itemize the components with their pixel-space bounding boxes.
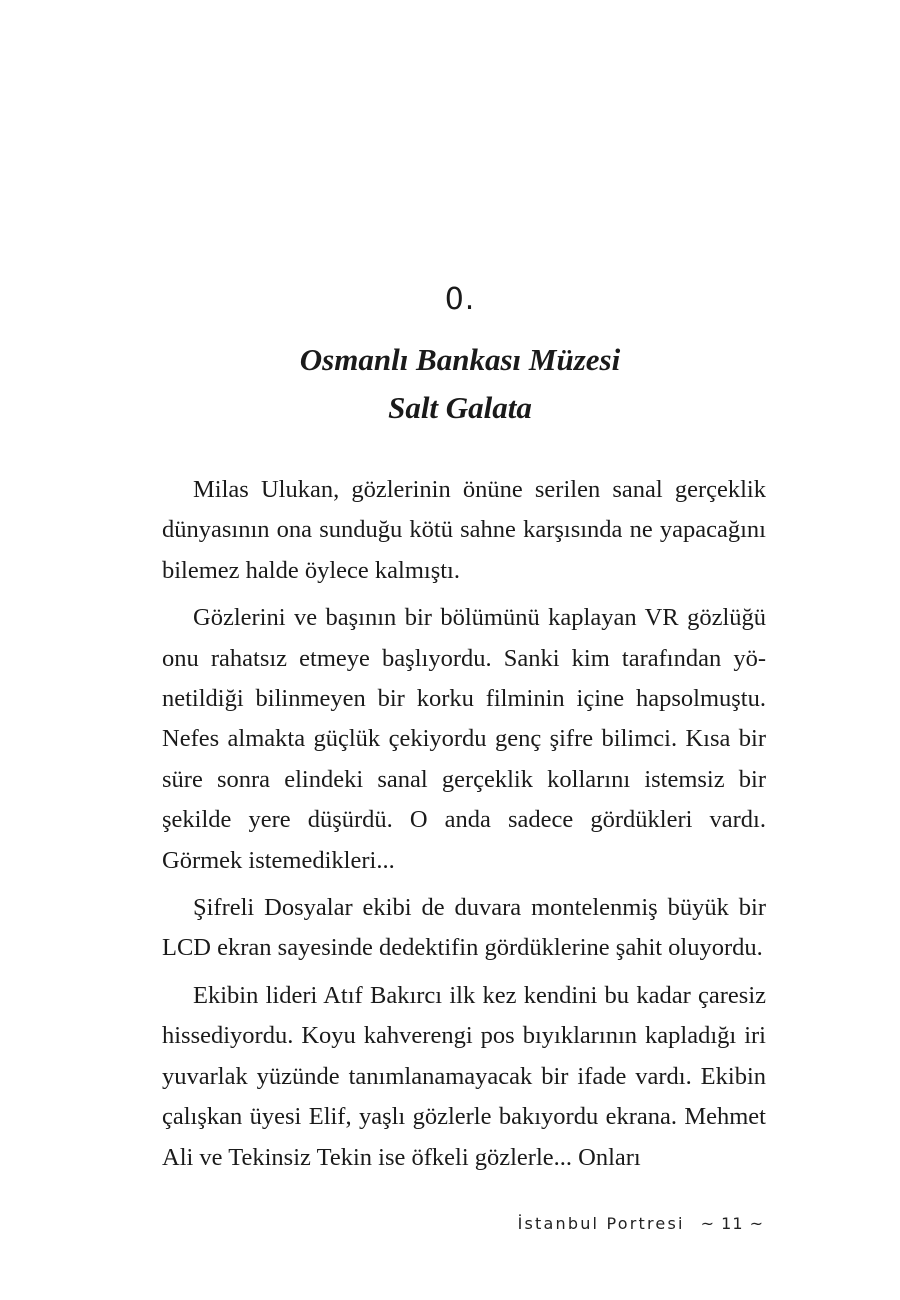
paragraph-3: Şifreli Dosyalar ekibi de duvara montelenmiş büyük bir LCD ekran sayesinde dedektifin gördüklerine şahit oluyordu. bbox=[162, 894, 766, 962]
running-footer bbox=[518, 1214, 764, 1233]
footer-book-title: İstanbul Portresi bbox=[517, 1214, 685, 1233]
page-number: ~ 11 ~ bbox=[700, 1214, 764, 1233]
chapter-title bbox=[0, 336, 900, 432]
paragraph-2: Gözlerini ve başının bir bölümünü kaplayan VR gözlüğü onu rahatsız etmeye başlıyordu. Sanki kim tarafından yö-netildiği bilinmeyen bir korku filminin içine hapsolmuştu. Nefes almakta güçlük çekiyordu genç şifre bilimci. Kısa bir süre sonra elindeki sanal gerçeklik kollarını istemsiz bir şekilde yere düşürdü. O anda sadece gördükleri vardı. Görmek istemedikleri... bbox=[162, 604, 766, 874]
chapter-title-line-1: Osmanlı Bankası Müzesi bbox=[299, 342, 621, 377]
paragraph-4: Ekibin lideri Atıf Bakırcı ilk kez kendini bu kadar çaresiz hissediyordu. Koyu kahverengi pos bıyıklarının kapladığı iri yuvarlak yüzünde tanımlanamayacak bir ifade vardı. Ekibin çalışkan üyesi Elif, yaşlı gözlerle bakıyordu ekrana. Mehmet Ali ve Tekinsiz Tekin ise öfkeli gözlerle... Onları bbox=[162, 981, 766, 1171]
body-text bbox=[162, 470, 766, 1185]
paragraph-1: Milas Ulukan, gözlerinin önüne serilen sanal gerçeklik dünyasının ona sunduğu kötü sahne karşısında ne yapacağını bilemez halde öylece kalmıştı. bbox=[162, 476, 766, 584]
chapter-number: 0. bbox=[444, 282, 476, 317]
chapter-title-line-2: Salt Galata bbox=[388, 390, 532, 425]
